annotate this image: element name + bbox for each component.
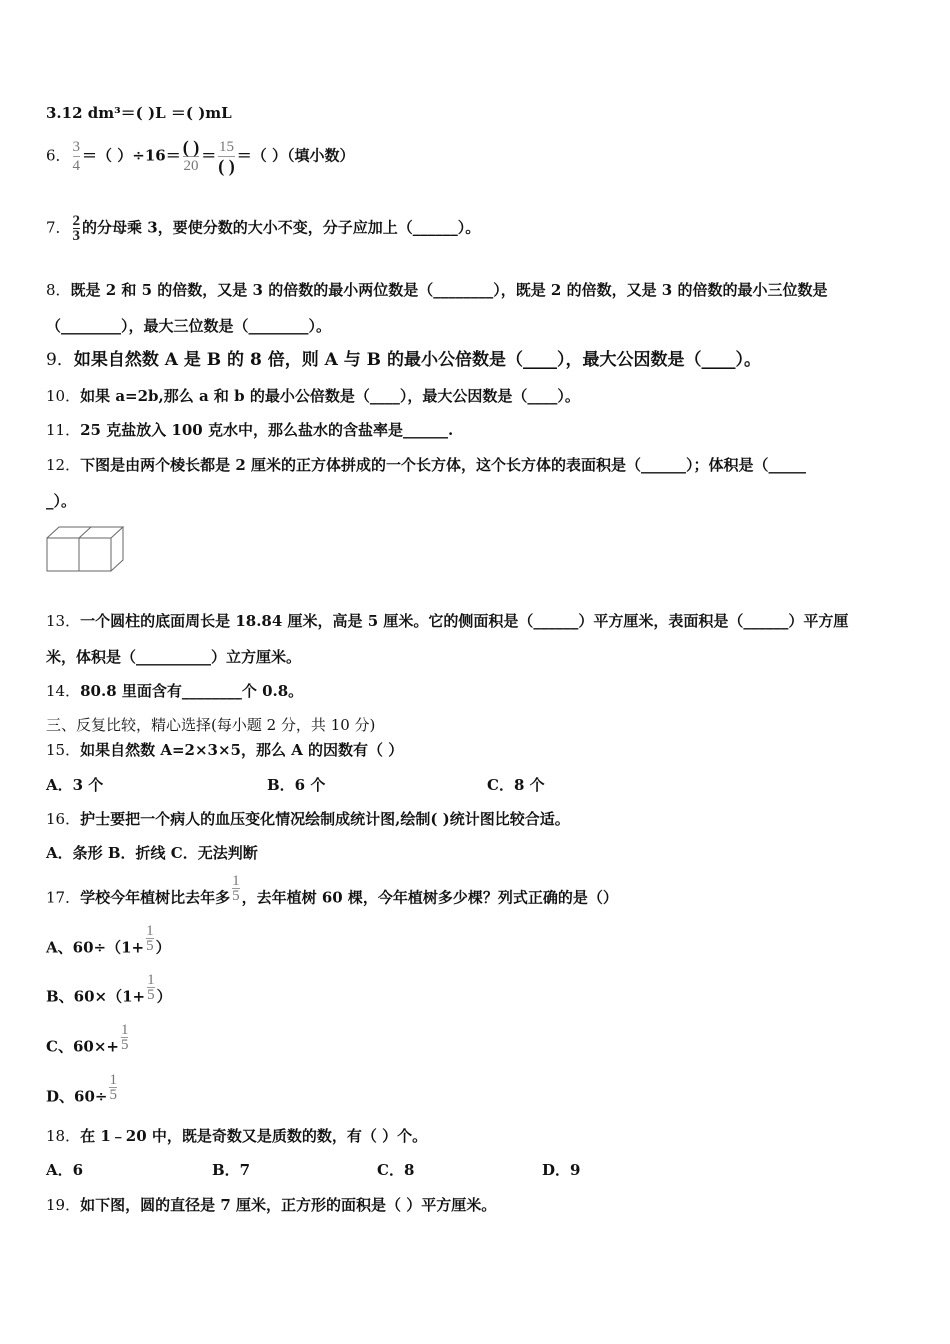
question-number: 14． — [46, 682, 81, 700]
section-3-title: 三、反复比较，精心选择(每小题 2 分，共 10 分) — [46, 716, 376, 734]
question-number: 8． — [46, 281, 71, 299]
question-number: 6． — [46, 146, 71, 165]
question-15-option-c[interactable]: C．8 个 — [487, 776, 545, 794]
question-number: 11． — [46, 421, 81, 439]
question-9 — [46, 350, 761, 370]
question-number: 19． — [46, 1196, 81, 1214]
question-16 — [46, 809, 570, 829]
question-16-options[interactable]: A．条形 B．折线 C．无法判断 — [46, 844, 258, 862]
question-15-text: 如果自然数 A=2×3×5，那么 A 的因数有（ ） — [80, 741, 404, 759]
question-13 — [46, 611, 848, 631]
question-number: 17． — [46, 888, 81, 907]
question-17-option-d[interactable]: D、60÷ $\frac{1}{5}$ — [46, 1072, 117, 1106]
fraction-15-blank: $\frac{15}{( )}$ — [218, 139, 235, 176]
question-number: 16． — [46, 810, 81, 828]
cuboid-figure — [46, 526, 128, 574]
question-17 — [46, 873, 618, 913]
question-number: 12． — [46, 456, 81, 474]
question-8-line2: （________），最大三位数是（________）。 — [46, 317, 332, 335]
question-17-option-a[interactable]: A、60÷（1+ $\frac{1}{5}$ ） — [46, 923, 171, 957]
question-18 — [46, 1126, 427, 1146]
question-12-line1: 下图是由两个棱长都是 2 厘米的正方体拼成的一个长方体，这个长方体的表面积是（______）；体积是（_____ — [80, 456, 806, 474]
question-18-option-c[interactable]: C．8 — [377, 1161, 415, 1179]
question-6-mid: ＝（ ）÷16＝ — [82, 146, 181, 165]
question-number: 10． — [46, 387, 81, 405]
fraction-1-5: $\frac{1}{5}$ — [109, 1072, 117, 1103]
equals-sign: ＝ — [201, 146, 217, 165]
question-19-text: 如下图，圆的直径是 7 厘米，正方形的面积是（ ）平方厘米。 — [80, 1196, 497, 1214]
question-16-text: 护士要把一个病人的血压变化情况绘制成统计图,绘制( )统计图比较合适。 — [80, 810, 570, 828]
question-9-text: 如果自然数 A 是 B 的 8 倍，则 A 与 B 的最小公倍数是（____），最大公因数是（____）。 — [73, 350, 761, 370]
fraction-3-4: $\frac{3}{4}$ — [72, 139, 81, 174]
question-6 — [46, 138, 354, 175]
question-17-option-b[interactable]: B、60×（1+ $\frac{1}{5}$ ） — [46, 972, 172, 1006]
question-number: 7． — [46, 218, 71, 237]
question-15-option-a[interactable]: A．3 个 — [46, 776, 104, 794]
fraction-1-5: $\frac{1}{5}$ — [147, 972, 155, 1003]
question-8 — [46, 280, 827, 300]
question-6-tail: ＝（ ）（填小数） — [236, 146, 355, 165]
question-10 — [46, 386, 580, 406]
question-7 — [46, 214, 480, 243]
question-15-option-b[interactable]: B．6 个 — [267, 776, 326, 794]
question-18-option-b[interactable]: B．7 — [212, 1161, 251, 1179]
fraction-1-5: $\frac{1}{5}$ — [232, 873, 240, 904]
question-13-line2: 米，体积是（__________）立方厘米。 — [46, 648, 302, 666]
question-17-text-b: ，去年植树 60 棵，今年植树多少棵？列式正确的是（） — [241, 888, 618, 907]
question-11 — [46, 420, 453, 440]
question-number: 15． — [46, 741, 81, 759]
question-11-text: 25 克盐放入 100 克水中，那么盐水的含盐率是______. — [80, 421, 454, 439]
question-14 — [46, 681, 303, 701]
question-17-option-c[interactable]: C、60×+ $\frac{1}{5}$ — [46, 1022, 129, 1056]
question-18-option-a[interactable]: A．6 — [46, 1161, 84, 1179]
question-12 — [46, 455, 806, 475]
question-5 — [46, 103, 232, 123]
fraction-2-3: $\frac{2}{3}$ — [72, 213, 81, 244]
question-12-line2: _）。 — [46, 492, 77, 510]
question-7-text: 的分母乘 3，要使分数的大小不变，分子应加上（______）。 — [82, 218, 481, 237]
question-number: 18． — [46, 1127, 81, 1145]
question-10-text: 如果 a=2b,那么 a 和 b 的最小公倍数是（____），最大公因数是（____）。 — [80, 387, 580, 405]
question-number: 13． — [46, 612, 81, 630]
fraction-blank-20: $\frac{( )}{20}$ — [182, 137, 200, 174]
question-15 — [46, 740, 403, 760]
question-14-text: 80.8 里面含有________个 0.8。 — [80, 682, 304, 700]
question-8-line1: 既是 2 和 5 的倍数，又是 3 的倍数的最小两位数是（________），既是 2 的倍数，又是 3 的倍数的最小三位数是 — [70, 281, 828, 299]
question-19 — [46, 1195, 496, 1215]
question-5-text: 3.12 dm³＝( )L ＝( )mL — [46, 104, 232, 122]
fraction-1-5: $\frac{1}{5}$ — [120, 1022, 129, 1053]
fraction-1-5: $\frac{1}{5}$ — [146, 923, 154, 954]
question-17-text-a: 学校今年植树比去年多 — [80, 888, 231, 907]
question-13-line1: 一个圆柱的底面周长是 18.84 厘米，高是 5 厘米。它的侧面积是（______）平方厘米，表面积是（______）平方厘 — [80, 612, 849, 630]
question-number: 9． — [46, 350, 74, 370]
question-18-option-d[interactable]: D．9 — [542, 1161, 581, 1179]
question-18-text: 在 1﹣20 中，既是奇数又是质数的数，有（ ）个。 — [80, 1127, 428, 1145]
